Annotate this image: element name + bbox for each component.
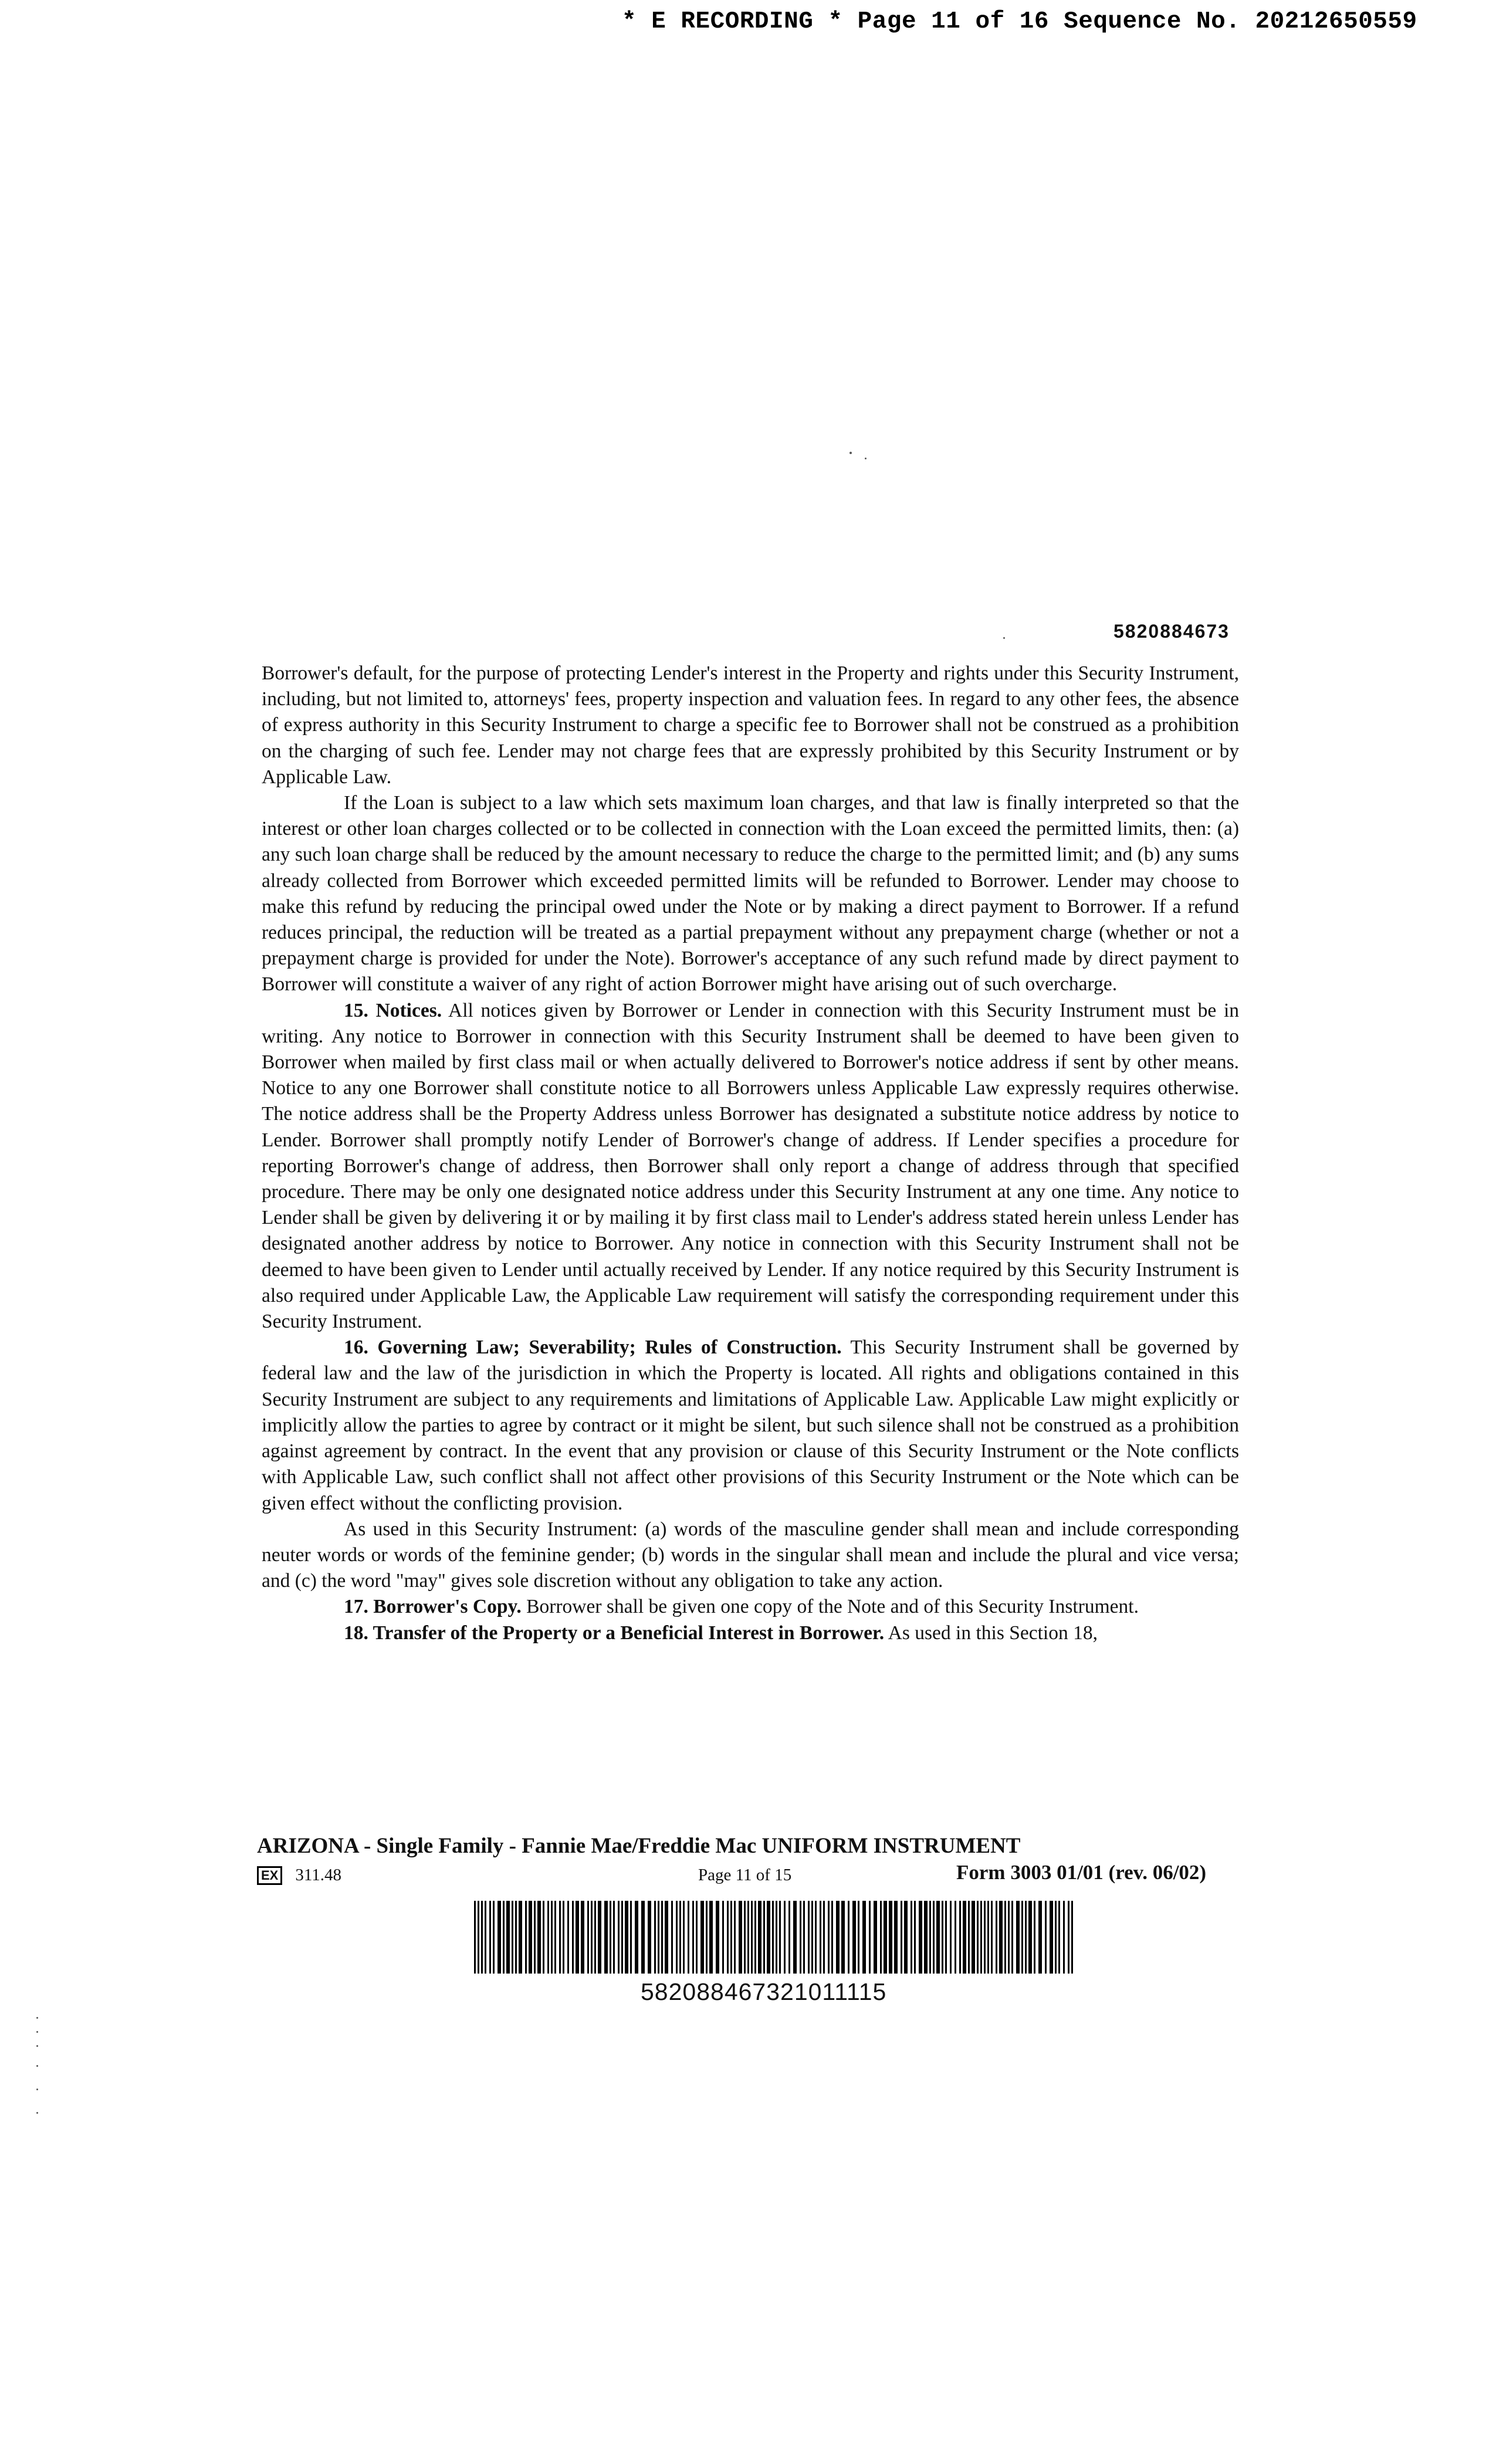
barcode-bar — [506, 1901, 510, 1974]
barcode-bar — [1045, 1901, 1047, 1974]
barcode-bar — [793, 1901, 797, 1974]
barcode-bar — [559, 1901, 561, 1974]
barcode-bar — [889, 1901, 892, 1974]
barcode-bar — [901, 1901, 902, 1974]
barcode-bar — [884, 1901, 887, 1974]
section-15-text: All notices given by Borrower or Lender in connection with this Security Instrument must be in writing. Any notice to Borrower in connection with this Security Instrument shall be deemed to have been given to Borrower when mailed by first class mail or when actually delivered to Borrower's notice address if sent by other means. Notice to any one Borrower shall constitute notice to all Borrowers unless Applicable Law expressly requires otherwise. The notice address shall be the Property Address unless Borrower has designated a substitute notice address by notice to Lender. Borrower shall promptly notify Lender of Borrower's change of address. If Lender specifies a procedure for reporting Borrower's change of address, then Borrower shall only report a change of address through that specified procedure. There may be only one designated notice address under this Security Instrument at any one time. Any notice to Lender shall be given by delivering it or by mailing it by first class mail to Lender's address stated herein unless Lender has designated another address by notice to Borrower. Any notice in connection with this Security Instrument shall not be deemed to have been given to Lender until actually received by Lender. If any notice required by this Security Instrument is also required under Applicable Law, the Applicable Law requirement will satisfy the corresponding requirement under this Security Instrument. — [262, 999, 1239, 1333]
barcode-bar — [481, 1901, 483, 1974]
barcode-bar — [955, 1901, 956, 1974]
footer-form-code — [257, 1866, 341, 1885]
barcode-bar — [722, 1901, 724, 1974]
form-code: 311.48 — [295, 1866, 342, 1884]
barcode-bar — [772, 1901, 774, 1974]
barcode-bar — [744, 1901, 746, 1974]
barcode-bar — [823, 1901, 825, 1974]
barcode-bar — [676, 1901, 678, 1974]
barcode-bar — [727, 1901, 729, 1974]
scan-speck — [36, 2045, 38, 2047]
barcode-bar — [734, 1901, 736, 1974]
barcode-bar — [836, 1901, 840, 1974]
barcode-bar — [747, 1901, 749, 1974]
barcode-bar — [493, 1901, 495, 1974]
barcode-bar — [758, 1901, 761, 1974]
barcode-bar — [1008, 1901, 1010, 1974]
document-body — [262, 661, 1239, 1646]
barcode-bar — [788, 1901, 790, 1974]
barcode-bar — [618, 1901, 620, 1974]
section-17-text: Borrower shall be given one copy of the Note and of this Security Instrument. — [526, 1596, 1139, 1618]
barcode-bar — [671, 1901, 673, 1974]
barcode-bar — [485, 1901, 486, 1974]
barcode-bar — [692, 1901, 694, 1974]
barcode-bar — [537, 1901, 541, 1974]
barcode-bar — [478, 1901, 479, 1974]
barcode-bar — [591, 1901, 593, 1974]
barcode-bar — [587, 1901, 589, 1974]
barcode-bar — [572, 1901, 574, 1974]
barcode-bar — [984, 1901, 986, 1974]
barcode-bar — [688, 1901, 689, 1974]
barcode-bar — [515, 1901, 517, 1974]
scan-speck — [36, 2112, 38, 2114]
barcode-bar — [679, 1901, 681, 1974]
barcode-bar — [991, 1901, 993, 1974]
barcode-bar — [563, 1901, 564, 1974]
barcode-bar — [808, 1901, 810, 1974]
footer-title: ARIZONA - Single Family - Fannie Mae/Freddie Mac UNIFORM INSTRUMENT — [257, 1834, 1021, 1858]
barcode-bar — [654, 1901, 656, 1974]
footer-form-number: Form 3003 01/01 (rev. 06/02) — [956, 1861, 1207, 1884]
barcode-bar — [739, 1901, 742, 1974]
barcode-bar — [696, 1901, 698, 1974]
barcode-bar — [779, 1901, 781, 1974]
paragraph-loan-charges: If the Loan is subject to a law which sets maximum loan charges, and that law is finally interpreted so that the interest or other loan charges collected or to be collected in connection with the Loan exceed the permitted limits, then: (a) any such loan charge shall be reduced by the amount necessary to reduce the charge to the permitted limit; and (b) any sums already collected from Borrower which exceeded permitted limits will be refunded to Borrower. Lender may choose to make this refund by reducing the principal owed under the Note or by making a direct payment to Borrower. If a refund reduces principal, the reduction will be treated as a partial prepayment without any prepayment charge (whether or not a prepayment charge is provided for under the Note). Borrower's acceptance of any such refund made by direct payment to Borrower will constitute a waiver of any right of action Borrower might have arising out of such overcharge. — [262, 792, 1239, 996]
barcode-bar — [489, 1901, 491, 1974]
barcode-bar — [803, 1901, 805, 1974]
barcode-bar — [933, 1901, 935, 1974]
barcode-bar — [936, 1901, 940, 1974]
barcode-bar — [914, 1901, 916, 1974]
section-16-text: This Security Instrument shall be governed by federal law and the law of the jurisdiction in which the Property is located. All rights and obligations contained in this Security Instrument are subject to any requirements and limitations of Applicable Law. Applicable Law might explicitly or implicitly allow the parties to agree by contract or it might be silent, but such silence shall not be construed as a prohibition against agreement by contract. In the event that any provision or clause of this Security Instrument or the Note conflicts with Applicable Law, such conflict shall not affect other provisions of this Security Instrument or the Note which can be given effect without the conflicting provision. — [262, 1336, 1239, 1514]
barcode-bar — [1068, 1901, 1069, 1974]
barcode-bar — [811, 1901, 813, 1974]
barcode-bar — [525, 1901, 527, 1974]
barcode-bar — [1004, 1901, 1006, 1974]
barcode-bar — [800, 1901, 801, 1974]
barcode-bar — [1025, 1901, 1027, 1974]
barcode-bar — [547, 1901, 549, 1974]
barcode-bar — [543, 1901, 544, 1974]
barcode-bar — [950, 1901, 952, 1974]
section-16-heading: 16. Governing Law; Severability; Rules of Construction. — [344, 1336, 842, 1359]
scan-speck — [36, 2031, 38, 2033]
barcode-bar — [1071, 1901, 1073, 1974]
barcode-bar — [474, 1901, 476, 1974]
barcode-number: 582088467321011115 — [641, 1978, 887, 2005]
barcode-bar — [977, 1901, 979, 1974]
barcode-bar — [567, 1901, 569, 1974]
barcode-bar — [841, 1901, 845, 1974]
barcode-bar — [894, 1901, 898, 1974]
barcode-bar — [959, 1901, 961, 1974]
barcode-bar — [648, 1901, 651, 1974]
barcode-bar — [700, 1901, 704, 1974]
section-17-borrowers-copy — [262, 1594, 1239, 1620]
barcode-bar — [529, 1901, 532, 1974]
barcode-bar — [512, 1901, 513, 1974]
barcode-bar — [820, 1901, 821, 1974]
recording-header: * E RECORDING * Page 11 of 16 Sequence No. 20212650559 — [622, 8, 1417, 35]
barcode-bar — [630, 1901, 632, 1974]
barcode-bar — [604, 1901, 608, 1974]
barcode-bar — [581, 1901, 584, 1974]
barcode-bar — [1016, 1901, 1020, 1974]
barcode-bar — [706, 1901, 708, 1974]
barcode-bar — [1058, 1901, 1060, 1974]
barcode-bar — [1050, 1901, 1053, 1974]
barcode-bar — [625, 1901, 628, 1974]
scan-speck — [1003, 637, 1005, 639]
barcode-bar — [683, 1901, 685, 1974]
section-18-text: As used in this Section 18, — [888, 1622, 1098, 1644]
barcode-bar — [972, 1901, 975, 1974]
scan-speck — [36, 2065, 38, 2067]
barcode-bar — [942, 1901, 943, 1974]
barcode-bar — [862, 1901, 866, 1974]
barcode-bar — [519, 1901, 522, 1974]
barcode-bar — [665, 1901, 668, 1974]
barcode-bar — [1028, 1901, 1032, 1974]
barcode — [474, 1901, 1074, 1974]
barcode-bar — [904, 1901, 908, 1974]
footer-page-number: Page 11 of 15 — [698, 1866, 792, 1884]
barcode-bar — [497, 1901, 501, 1974]
barcode-bar — [911, 1901, 912, 1974]
barcode-bar — [945, 1901, 947, 1974]
barcode-bar — [554, 1901, 556, 1974]
barcode-bar — [716, 1901, 719, 1974]
section-15-heading: 15. Notices. — [344, 999, 442, 1021]
barcode-bar — [880, 1901, 882, 1974]
barcode-bar — [987, 1901, 989, 1974]
barcode-bar — [999, 1901, 1003, 1974]
section-16-governing-law — [262, 1335, 1239, 1516]
barcode-bar — [1034, 1901, 1035, 1974]
section-15-notices — [262, 998, 1239, 1335]
barcode-bar — [661, 1901, 663, 1974]
barcode-bar — [503, 1901, 505, 1974]
barcode-bar — [828, 1901, 830, 1974]
barcode-bar — [924, 1901, 928, 1974]
paragraph-construction: As used in this Security Instrument: (a) words of the masculine gender shall mean and include corresponding neuter words or words of the feminine gender; (b) words in the singular shall mean and include the plural and vice versa; and (c) the word "may" gives sole discretion without any obligation to take any action. — [262, 1518, 1239, 1592]
barcode-bar — [613, 1901, 615, 1974]
barcode-bar — [621, 1901, 623, 1974]
barcode-bar — [831, 1901, 833, 1974]
barcode-bar — [848, 1901, 849, 1974]
barcode-bar — [874, 1901, 877, 1974]
barcode-bar — [858, 1901, 859, 1974]
barcode-bar — [763, 1901, 765, 1974]
section-18-transfer — [262, 1620, 1239, 1646]
barcode-bar — [919, 1901, 922, 1974]
barcode-bar — [784, 1901, 786, 1974]
section-18-heading: 18. Transfer of the Property or a Beneficial Interest in Borrower. — [344, 1622, 885, 1644]
loan-number: 5820884673 — [1113, 621, 1230, 642]
barcode-bar — [996, 1901, 997, 1974]
barcode-bar — [963, 1901, 966, 1974]
scan-speck — [36, 2017, 38, 2019]
barcode-bar — [754, 1901, 756, 1974]
barcode-bar — [576, 1901, 579, 1974]
barcode-bar — [751, 1901, 753, 1974]
barcode-bar — [869, 1901, 871, 1974]
ellie-mae-logo: EX — [257, 1866, 282, 1885]
barcode-bar — [968, 1901, 970, 1974]
scan-speck — [849, 452, 852, 454]
section-17-heading: 17. Borrower's Copy. — [344, 1596, 522, 1618]
barcode-bar — [641, 1901, 645, 1974]
scan-speck — [36, 2089, 38, 2090]
barcode-bar — [709, 1901, 713, 1974]
scan-speck — [865, 458, 867, 459]
barcode-bar — [815, 1901, 817, 1974]
barcode-bar — [594, 1901, 596, 1974]
barcode-bar — [929, 1901, 931, 1974]
barcode-bar — [610, 1901, 611, 1974]
barcode-bar — [658, 1901, 659, 1974]
barcode-bar — [1063, 1901, 1065, 1974]
barcode-bar — [1021, 1901, 1023, 1974]
barcode-bar — [1011, 1901, 1013, 1974]
barcode-bar — [767, 1901, 770, 1974]
barcode-bar — [852, 1901, 856, 1974]
paragraph-fees: Borrower's default, for the purpose of protecting Lender's interest in the Property and rights under this Security Instrument, including, but not limited to, attorneys' fees, property inspection and valuation fees. In regard to any other fees, the absence of express authority in this Security Instrument to charge a specific fee to Borrower shall not be construed as a prohibition on the charging of such fee. Lender may not charge fees that are expressly prohibited by this Security Instrument or by Applicable Law. — [262, 662, 1239, 788]
barcode-bar — [776, 1901, 777, 1974]
barcode-bar — [730, 1901, 732, 1974]
barcode-bar — [1038, 1901, 1042, 1974]
barcode-bar — [980, 1901, 982, 1974]
barcode-bar — [1055, 1901, 1057, 1974]
barcode-bar — [551, 1901, 553, 1974]
barcode-bar — [534, 1901, 536, 1974]
barcode-bar — [635, 1901, 638, 1974]
barcode-bar — [598, 1901, 601, 1974]
